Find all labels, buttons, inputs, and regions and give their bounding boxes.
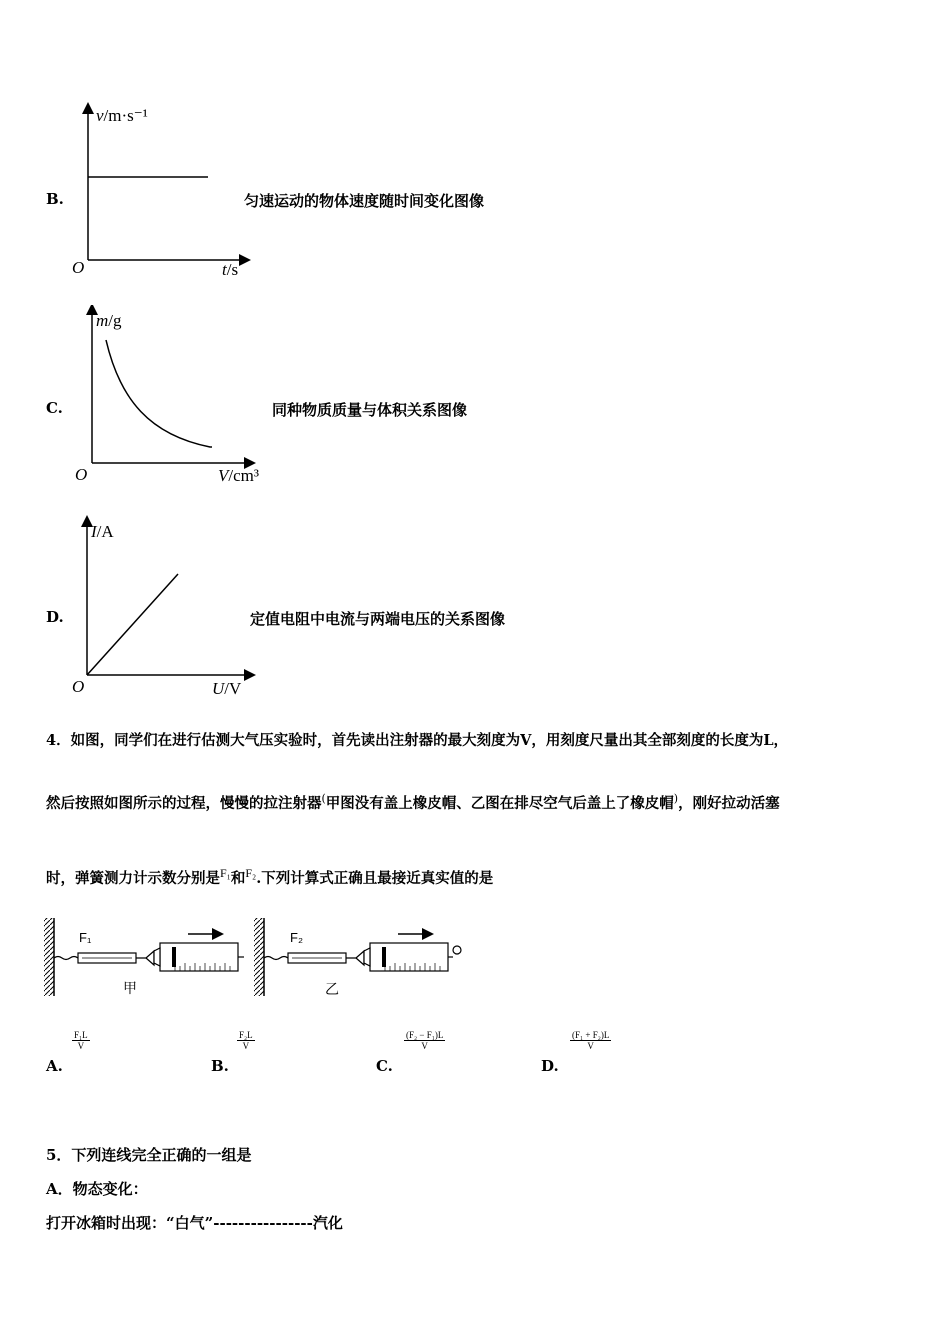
option-description: 匀速运动的物体速度随时间变化图像 — [244, 192, 485, 210]
plunger — [172, 947, 176, 967]
option-letter: C. — [46, 399, 63, 417]
question-4-line-1: 4．如图，同学们在进行估测大气压实验时，首先读出注射器的最大刻度为V，用刻度尺量出其全部刻度的长度为L， — [46, 732, 789, 749]
figure-yi-caption: 乙 — [325, 982, 339, 998]
origin-label: O — [72, 677, 85, 696]
setup-jia — [44, 918, 244, 996]
mass-volume-graph — [60, 305, 270, 480]
current-voltage-graph — [60, 515, 260, 690]
question-4-line-2: 然后按照如图所示的过程，慢慢的拉注射器(甲图没有盖上橡皮帽、乙图在排尽空气后盖上了橡皮帽)，刚好拉动活塞 — [46, 792, 780, 812]
x-axis-label: t/s — [222, 260, 239, 279]
question-5-title: 5．下列连线完全正确的一组是 — [46, 1146, 252, 1164]
option-b-letter: B. — [211, 1057, 229, 1075]
option-a-formula: $\frac{\text{F₁L}}{V}$ — [74, 1030, 88, 1051]
hook — [54, 957, 78, 960]
option-letter: B. — [46, 190, 64, 208]
plunger — [382, 947, 386, 967]
syringe-barrel — [370, 943, 448, 971]
figure-f1-label: F₁ — [79, 930, 92, 945]
question-5-option-a: A．物态变化： — [46, 1180, 148, 1198]
proportional-line — [87, 574, 178, 675]
x-axis-label: V/cm³ — [218, 466, 259, 485]
option-c-letter: C. — [376, 1057, 393, 1075]
syringe-experiment-figure — [40, 910, 470, 1005]
origin-label: O — [72, 258, 85, 277]
decreasing-curve — [106, 340, 212, 447]
setup-yi — [254, 918, 461, 996]
option-b-formula: $\frac{\text{F₂L}}{V}$ — [239, 1030, 253, 1051]
y-axis-label: m/g — [96, 311, 122, 330]
option-a-letter: A. — [46, 1057, 63, 1075]
option-description: 定值电阻中电流与两端电压的关系图像 — [250, 610, 506, 628]
x-axis-label: U/V — [212, 679, 242, 698]
option-description: 同种物质质量与体积关系图像 — [272, 401, 468, 419]
option-d-formula: $\frac{\text{(F₁ + F₂)L}}{V}$ — [572, 1030, 610, 1051]
wall — [254, 918, 264, 996]
hook — [264, 957, 288, 960]
rubber-cap — [453, 946, 461, 954]
y-axis-label: v/m·s⁻¹ — [96, 106, 148, 125]
question-4-line-3: 时，弹簧测力计示数分别是$^{F_1}$和$^{F_2}$.下列计算式正确且最接近真实值的是 — [46, 866, 494, 887]
figure-jia-caption: 甲 — [123, 981, 137, 997]
option-letter: D. — [46, 608, 64, 626]
velocity-time-graph — [60, 100, 270, 285]
option-d-letter: D. — [541, 1057, 559, 1075]
origin-label: O — [75, 465, 88, 484]
figure-f2-label: F₂ — [290, 930, 303, 945]
y-axis-label: I/A — [91, 522, 114, 541]
syringe-barrel — [160, 943, 238, 971]
wall — [44, 918, 54, 996]
option-c-formula: $\frac{\text{(F₂ − F₁)L}}{V}$ — [406, 1030, 444, 1051]
question-5-line-a1: 打开冰箱时出现：“白气”----------------汽化 — [46, 1214, 343, 1232]
